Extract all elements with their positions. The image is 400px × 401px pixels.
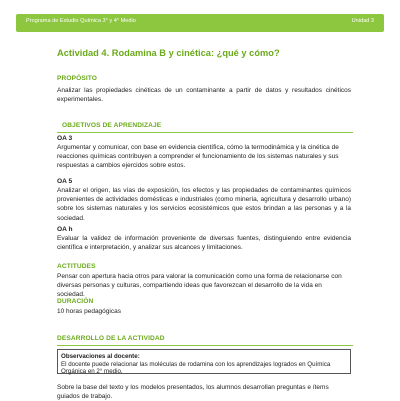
desarrollo-rule xyxy=(57,345,353,346)
objetivos-heading: OBJETIVOS DE APRENDIZAJE xyxy=(62,122,162,129)
header-bar xyxy=(16,14,384,32)
objetivos-rule xyxy=(57,132,353,133)
oa5-text: Analizar el origen, las vías de exposición, los efectos y las propiedades de contaminantes químicos provenientes de actividades domésticas e industriales (como minería, agricultura y desarrollo urbano) sobre los sistemas naturales y los servicios ecosistémicos que estos brindan a las personas y a la sociedad. xyxy=(57,187,351,222)
unit-label: Unidad 3 xyxy=(351,18,374,24)
oah-text: Evaluar la validez de información proveniente de diversas fuentes, distinguiendo entre evidencia científica e interpretación, y analizar sus alcances y limitaciones. xyxy=(57,235,351,252)
proposito-heading: PROPÓSITO xyxy=(57,75,97,82)
teacher-notes-text: El docente puede relacionar las moléculas de rodamina con los aprendizajes logrados en Química Orgánica en 2° medio. xyxy=(61,360,331,376)
oa5-label: OA 5 xyxy=(57,178,73,185)
program-title: Programa de Estudio Química 3° y 4° Medio xyxy=(26,18,136,24)
desarrollo-text: Sobre la base del texto y los modelos presentados, los alumnos desarrollan preguntas e ítems guiados de trabajo. xyxy=(57,384,329,401)
proposito-text: Analizar las propiedades cinéticas de un contaminante a partir de datos y resultados cinéticos experimentales. xyxy=(57,87,351,104)
actitudes-text: Pensar con apertura hacia otros para valorar la comunicación como una forma de relacionarse con diversas personas y culturas, compartiendo ideas que favorezcan el desarrollo de la vida en sociedad. xyxy=(57,273,342,299)
activity-title: Actividad 4. Rodamina B y cinética: ¿qué y cómo? xyxy=(57,48,280,58)
oa3-label: OA 3 xyxy=(57,135,73,142)
actitudes-heading: ACTITUDES xyxy=(57,263,96,270)
teacher-notes-box xyxy=(57,349,351,374)
duracion-text: 10 horas pedagógicas xyxy=(57,308,121,315)
oah-label: OA h xyxy=(57,226,73,233)
duracion-heading: DURACIÓN xyxy=(57,298,94,305)
oa3-text: Argumentar y comunicar, con base en evidencia científica, cómo la termodinámica y la cinética de reacciones químicas contribuyen a comprender el funcionamiento de los sistemas naturales y sus respuestas a cambios ejercidos sobre estos. xyxy=(57,144,339,170)
desarrollo-heading: DESARROLLO DE LA ACTIVIDAD xyxy=(57,335,165,342)
teacher-notes-title: Observaciones al docente: xyxy=(61,353,140,360)
